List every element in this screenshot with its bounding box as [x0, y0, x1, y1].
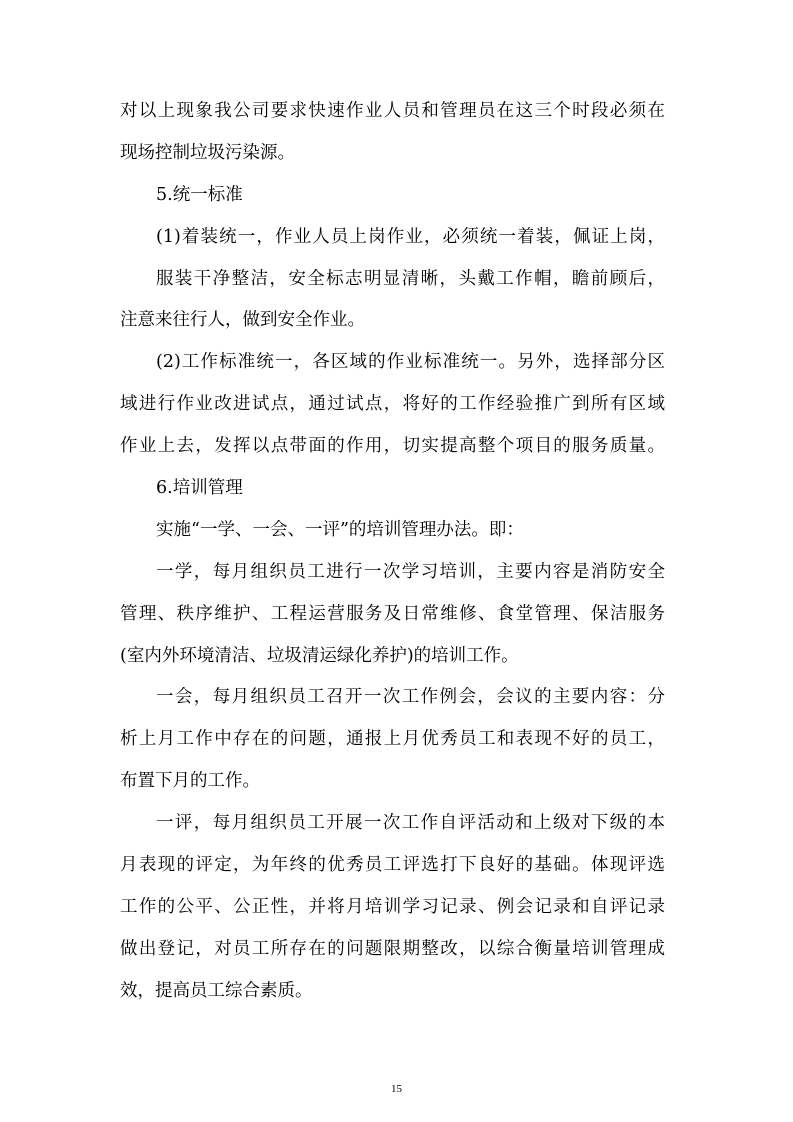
text-line: 实施“一学、一会、一评”的培训管理办法。即： — [156, 519, 524, 540]
text-line: 一学，每月组织员工进行一次学习培训，主要内容是消防安全 — [156, 561, 665, 582]
text-line: 析上月工作中存在的问题，通报上月优秀员工和表现不好的员工， — [120, 729, 665, 750]
text-line: (1)着装统一，作业人员上岗作业，必须统一着装，佩证上岗， — [156, 226, 665, 247]
section-heading-unified-standards: 5.统一标准 — [156, 184, 243, 205]
text-line: 做出登记，对员工所存在的问题限期整改，以综合衡量培训管理成 — [120, 938, 665, 959]
text-line: 管理、秩序维护、工程运营服务及日常维修、食堂管理、保洁服务 — [120, 603, 665, 624]
text-line: 一评，每月组织员工开展一次工作自评活动和上级对下级的本 — [156, 813, 665, 834]
page-number: 15 — [391, 1083, 402, 1095]
text-line: 对以上现象我公司要求快速作业人员和管理员在这三个时段必须在 — [120, 101, 665, 121]
text-line: (2)工作标准统一，各区域的作业标准统一。另外，选择部分区 — [156, 352, 665, 373]
text-line: 效，提高员工综合素质。 — [120, 980, 313, 1001]
text-line: (室内外环境清洁、垃圾清运绿化养护)的培训工作。 — [120, 645, 519, 666]
text-line: 月表现的评定，为年终的优秀员工评选打下良好的基础。体现评选 — [120, 855, 665, 876]
text-line: 服装干净整洁，安全标志明显清晰，头戴工作帽，瞻前顾后， — [156, 268, 665, 289]
text-line: 作业上去，发挥以点带面的作用，切实提高整个项目的服务质量。 — [120, 436, 665, 457]
text-line: 现场控制垃圾污染源。 — [120, 142, 295, 163]
text-line: 域进行作业改进试点，通过试点，将好的工作经验推广到所有区域 — [120, 394, 665, 415]
section-heading-training-management: 6.培训管理 — [156, 478, 243, 499]
text-line: 一会，每月组织员工召开一次工作例会，会议的主要内容：分 — [156, 687, 665, 708]
text-line: 注意来往行人，做到安全作业。 — [120, 310, 365, 331]
text-line: 布置下月的工作。 — [120, 771, 260, 792]
body-text — [120, 91, 665, 1013]
text-line: 工作的公平、公正性，并将月培训学习记录、例会记录和自评记录 — [120, 896, 665, 917]
